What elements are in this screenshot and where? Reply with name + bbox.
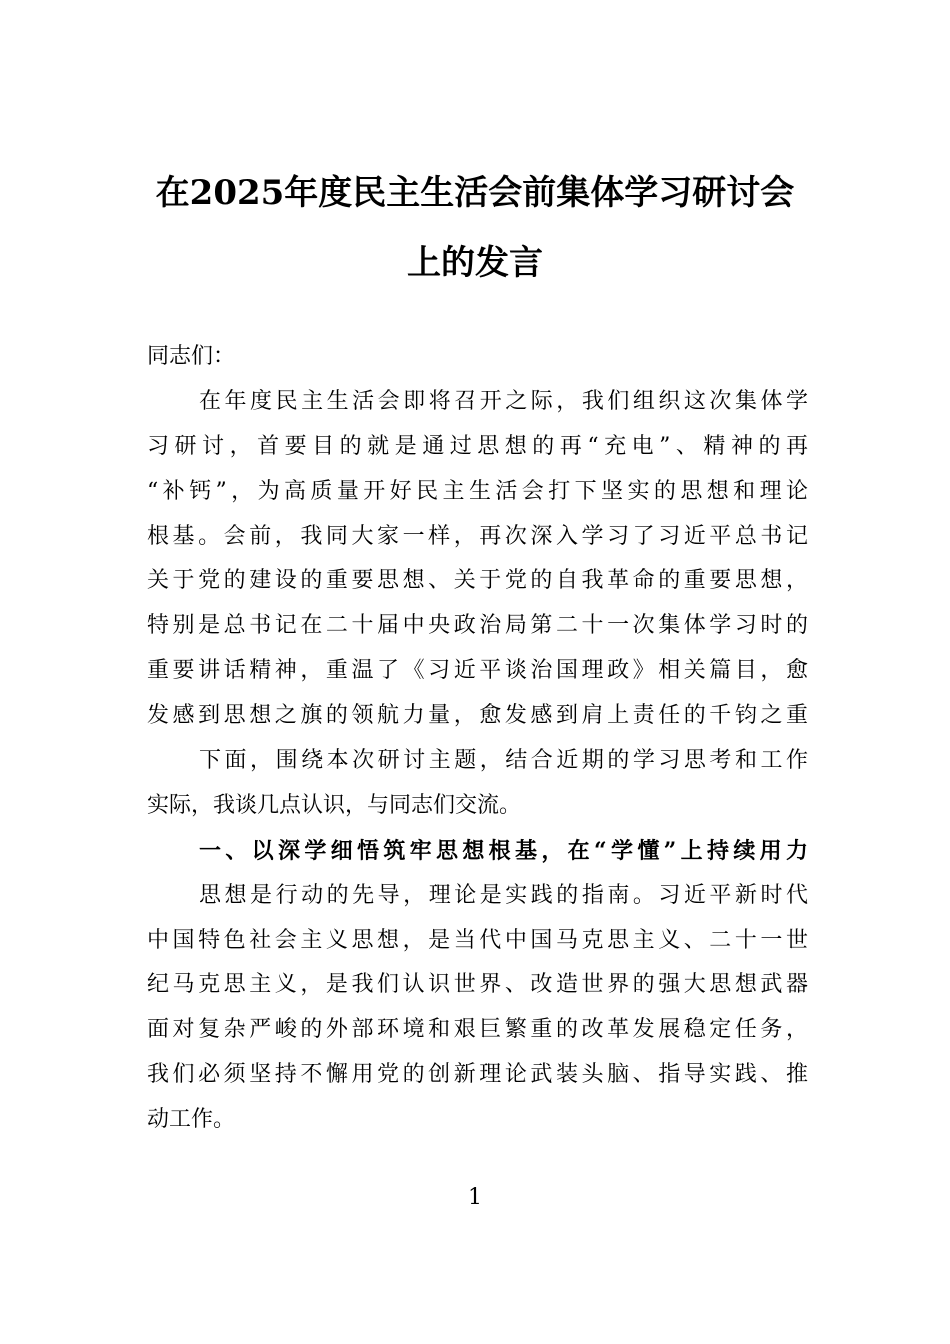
paragraph-line: 重要讲话精神，重温了《习近平谈治国理政》相关篇目，愈 xyxy=(147,658,808,684)
section-heading: 一、以深学细悟筑牢思想根基，在“学懂”上持续用力 xyxy=(199,837,808,864)
paragraph-line: 下面，围绕本次研讨主题，结合近期的学习思考和工作 xyxy=(199,748,808,774)
paragraph-line: 习研讨，首要目的就是通过思想的再“充电”、精神的再 xyxy=(147,433,808,459)
paragraph-line: 思想是行动的先导，理论是实践的指南。习近平新时代 xyxy=(199,882,808,908)
paragraph-line: 在年度民主生活会即将召开之际，我们组织这次集体学 xyxy=(199,388,808,414)
paragraph-line: 根基。会前，我同大家一样，再次深入学习了习近平总书记 xyxy=(147,523,808,549)
paragraph-line: 我们必须坚持不懈用党的创新理论武装头脑、指导实践、推 xyxy=(147,1062,808,1088)
paragraph-line: 关于党的建设的重要思想、关于党的自我革命的重要思想， xyxy=(147,568,808,594)
document-title-line-2: 上的发言 xyxy=(407,243,543,283)
paragraph-line: 发感到思想之旗的领航力量，愈发感到肩上责任的千钧之重 xyxy=(147,703,808,729)
paragraph-line: 纪马克思主义，是我们认识世界、改造世界的强大思想武器 xyxy=(147,972,808,998)
document-body xyxy=(147,335,808,1143)
paragraph-line: 动工作。 xyxy=(147,1107,236,1133)
salutation: 同志们： xyxy=(147,344,236,369)
document-title-line-1: 在2025年度民主生活会前集体学习研讨会 xyxy=(155,173,795,213)
paragraph-line: 中国特色社会主义思想，是当代中国马克思主义、二十一世 xyxy=(147,927,808,953)
paragraph-1 xyxy=(147,380,808,739)
paragraph-2 xyxy=(147,739,808,829)
paragraph-line: 特别是总书记在二十届中央政治局第二十一次集体学习时的 xyxy=(147,613,808,639)
paragraph-line: 面对复杂严峻的外部环境和艰巨繁重的改革发展稳定任务， xyxy=(147,1017,808,1043)
paragraph-line: “补钙”，为高质量开好民主生活会打下坚实的思想和理论 xyxy=(147,478,808,504)
page-number: 1 xyxy=(468,1185,482,1210)
section-paragraph xyxy=(147,874,808,1143)
paragraph-line: 实际，我谈几点认识，与同志们交流。 xyxy=(147,792,522,818)
